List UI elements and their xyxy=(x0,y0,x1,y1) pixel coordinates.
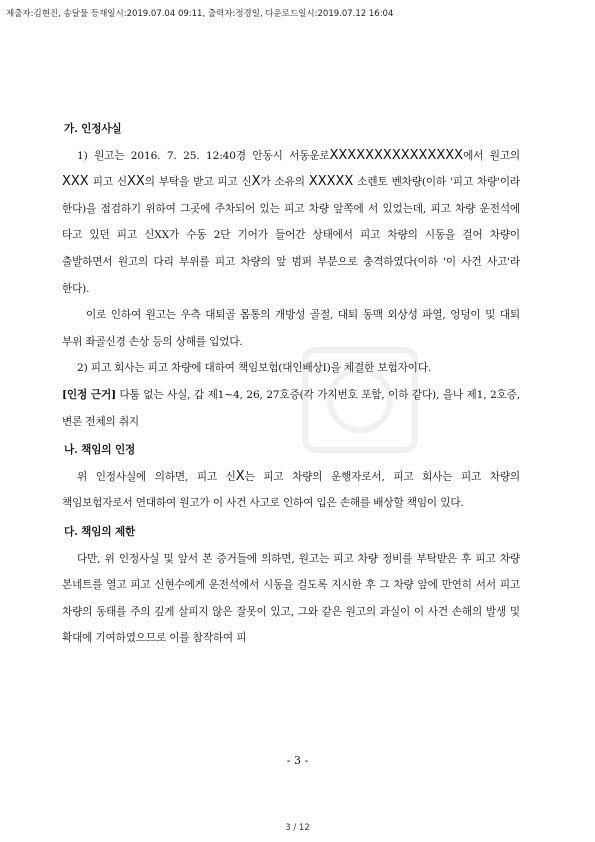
redacted-plate: XXXXX xyxy=(308,174,354,190)
findings-p1-text-2: 에서 원고의 xyxy=(463,149,521,162)
findings-paragraph-1 xyxy=(62,143,520,303)
limitation-paragraph: 다만, 위 인정사실 및 앞서 본 증거들에 의하면, 원고는 피고 차량 정비를 부탁받은 후 피고 차량 본네트를 열고 피고 신현수에게 운전석에서 시동을 걸도록 지시한 후 그 차량 앞에 만연히 서서 피고 차량의 동태를 주의 깊게 살피지 않은 잘못이 있고, 그와 같은 원고의 과실이 이 사건 손해의 발생 및 확대에 기여하였으므로 이를 참작하여 피 xyxy=(62,552,520,645)
liability-text-2: 는 피고 차량의 운행자로서, 피고 회사는 피고 차량의 책임보험자로서 연대하여 원고가 이 사건 사고로 인하여 입은 손해를 배상할 책임이 있다. xyxy=(62,470,520,510)
section-heading-limitation: 다. 책임의 제한 xyxy=(64,525,136,538)
redacted-name: X xyxy=(251,174,261,190)
section-heading-findings: 가. 인정사실 xyxy=(64,123,122,135)
findings-p1-text-6: 소렌토 벤차량(이하 '피고 차량'이라 한다)을 점검하기 위하여 그곳에 주차되어 있는 피고 차량 앞쪽에 서 있었는데, 피고 차량 운전석에 타고 있던 피고 신XX가 수동 2단 기어가 들어간 상태에서 피고 차량의 시동을 걸어 차량이 출발하면서 원고의 다리 부위를 피고 차량의 앞 범퍼 부분으로 충격하였다(이하 '이 사건 사고'라 한다). xyxy=(62,176,521,295)
basis-label: [인정 근거] xyxy=(62,388,116,401)
section-heading-liability: 나. 책임의 인정 xyxy=(64,444,136,457)
liability-text-1: 위 인정사실에 의하면, 피고 신 xyxy=(77,470,236,483)
document-header: 제출자:김현진, 송달물 등재일시:2019.07.04 09:11, 출력자:정경일, 다운로드일시:2019.07.12 16:04 xyxy=(6,9,394,19)
redacted-name: XXX xyxy=(62,174,89,190)
liability-paragraph xyxy=(62,464,520,517)
redacted-name: X xyxy=(235,468,245,484)
findings-p1-text-3: 피고 신 xyxy=(88,176,127,189)
findings-paragraph-2: 이로 인하여 원고는 우측 대퇴골 몸통의 개방성 골절, 대퇴 동맥 외상성 파열, 엉덩이 및 대퇴 부위 좌골신경 손상 등의 상해를 입었다. xyxy=(62,309,520,348)
findings-paragraph-3: 2) 피고 회사는 피고 차량에 대하여 책임보험(대인배상Ⅰ)을 체결한 보험자이다. xyxy=(77,362,432,375)
document-body xyxy=(62,116,520,652)
redacted-address: XXXXXXXXXXXXXXX xyxy=(329,147,464,163)
page-indicator: 3 / 12 xyxy=(285,823,310,833)
findings-p1-text-1: 1) 원고는 2016. 7. 25. 12:40경 안동시 서동운로 xyxy=(77,149,330,162)
findings-p1-text-4: 의 부탁을 받고 피고 신 xyxy=(144,176,252,189)
page-number: - 3 - xyxy=(286,754,309,767)
findings-p1-text-5: 가 소유의 xyxy=(260,176,309,189)
basis-text: 다툼 없는 사실, 갑 제1~4, 26, 27호증(각 가지번호 포함, 이하 같다), 을나 제1, 2호증, 변론 전체의 취지 xyxy=(62,388,520,428)
redacted-name: XX xyxy=(126,174,145,190)
basis-paragraph xyxy=(62,382,520,435)
